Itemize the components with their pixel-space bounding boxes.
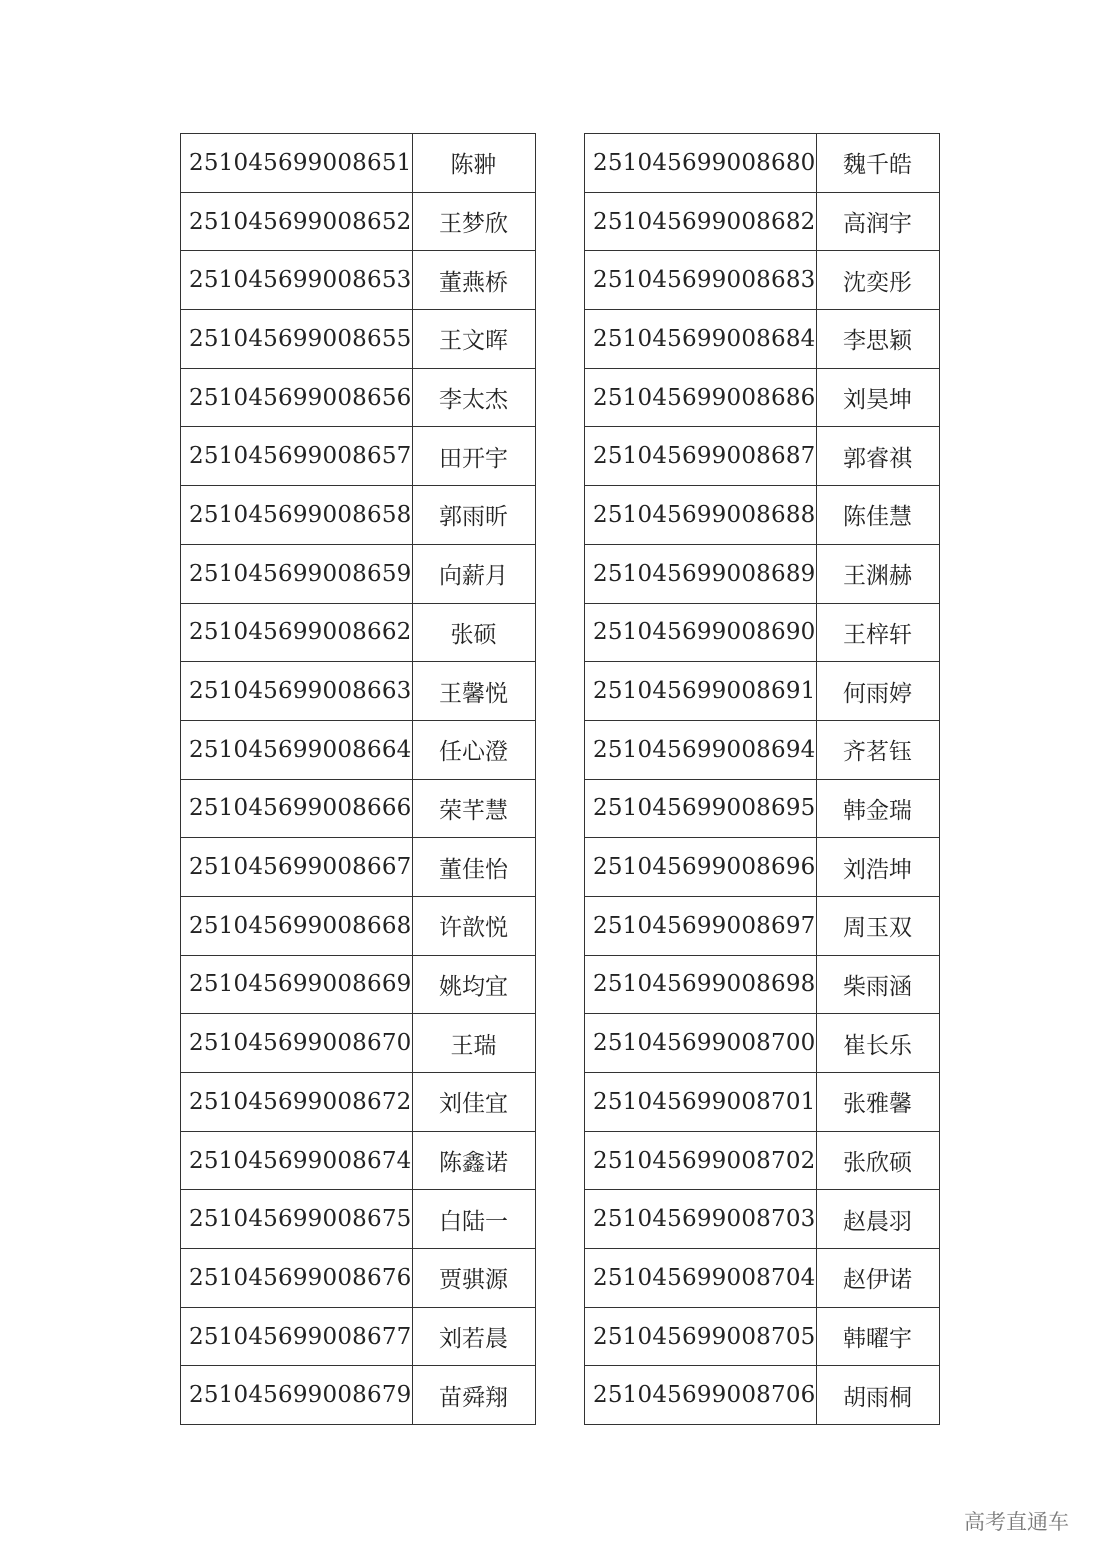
student-name-cell: 陈佳慧 (816, 486, 939, 545)
table-row (181, 192, 536, 251)
student-name-cell: 陈鑫诺 (412, 1131, 535, 1190)
student-name-cell: 王文晖 (412, 310, 535, 369)
student-name-cell: 韩金瑞 (816, 779, 939, 838)
student-id-cell: 251045699008658 (181, 486, 413, 545)
table-row (585, 368, 940, 427)
student-name-cell: 赵晨羽 (816, 1190, 939, 1249)
student-name-cell: 李太杰 (412, 368, 535, 427)
student-name-cell: 郭睿祺 (816, 427, 939, 486)
student-name-cell: 齐茗钰 (816, 720, 939, 779)
table-row (181, 603, 536, 662)
table-row (181, 1073, 536, 1132)
student-name-cell: 刘佳宜 (412, 1073, 535, 1132)
student-name-cell: 张欣硕 (816, 1131, 939, 1190)
student-id-cell: 251045699008669 (181, 955, 413, 1014)
student-id-cell: 251045699008662 (181, 603, 413, 662)
student-id-cell: 251045699008655 (181, 310, 413, 369)
student-name-cell: 董燕桥 (412, 251, 535, 310)
table-row (181, 1307, 536, 1366)
student-name-cell: 刘昊坤 (816, 368, 939, 427)
student-name-cell: 王馨悦 (412, 662, 535, 721)
student-name-cell: 姚均宜 (412, 955, 535, 1014)
table-row (181, 1014, 536, 1073)
table-row (585, 720, 940, 779)
student-id-cell: 251045699008702 (585, 1131, 817, 1190)
table-row (181, 955, 536, 1014)
table-row (181, 1131, 536, 1190)
student-id-cell: 251045699008653 (181, 251, 413, 310)
student-id-cell: 251045699008703 (585, 1190, 817, 1249)
student-name-cell: 何雨婷 (816, 662, 939, 721)
student-name-cell: 张硕 (412, 603, 535, 662)
student-name-cell: 柴雨涵 (816, 955, 939, 1014)
student-id-cell: 251045699008691 (585, 662, 817, 721)
student-id-cell: 251045699008664 (181, 720, 413, 779)
table-row (585, 896, 940, 955)
table-row (181, 544, 536, 603)
table-row (181, 1190, 536, 1249)
student-id-cell: 251045699008698 (585, 955, 817, 1014)
student-name-cell: 王渊赫 (816, 544, 939, 603)
watermark: 高考直通车 (964, 1510, 1069, 1534)
table-row (585, 544, 940, 603)
student-id-cell: 251045699008690 (585, 603, 817, 662)
table-row (585, 603, 940, 662)
table-row (181, 251, 536, 310)
student-name-cell: 胡雨桐 (816, 1366, 939, 1425)
student-name-cell: 李思颖 (816, 310, 939, 369)
table-row (585, 955, 940, 1014)
student-name-cell: 崔长乐 (816, 1014, 939, 1073)
table-row (181, 310, 536, 369)
table-row (585, 662, 940, 721)
student-table-right (584, 133, 940, 1425)
student-id-cell: 251045699008667 (181, 838, 413, 897)
table-row (181, 662, 536, 721)
student-id-cell: 251045699008677 (181, 1307, 413, 1366)
student-name-cell: 荣芊慧 (412, 779, 535, 838)
table-row (585, 251, 940, 310)
student-name-cell: 任心澄 (412, 720, 535, 779)
table-row (181, 368, 536, 427)
student-name-cell: 周玉双 (816, 896, 939, 955)
table-row (585, 486, 940, 545)
student-id-cell: 251045699008680 (585, 134, 817, 193)
student-name-cell: 沈奕彤 (816, 251, 939, 310)
student-id-cell: 251045699008652 (181, 192, 413, 251)
table-row (181, 486, 536, 545)
table-row (585, 1366, 940, 1425)
student-name-cell: 陈翀 (412, 134, 535, 193)
student-id-cell: 251045699008674 (181, 1131, 413, 1190)
student-id-cell: 251045699008670 (181, 1014, 413, 1073)
student-id-cell: 251045699008682 (585, 192, 817, 251)
student-name-cell: 向薪月 (412, 544, 535, 603)
student-id-cell: 251045699008704 (585, 1249, 817, 1308)
table-row (585, 427, 940, 486)
table-row (585, 1073, 940, 1132)
student-id-cell: 251045699008663 (181, 662, 413, 721)
table-row (585, 310, 940, 369)
student-id-cell: 251045699008689 (585, 544, 817, 603)
student-id-cell: 251045699008668 (181, 896, 413, 955)
student-name-cell: 许歆悦 (412, 896, 535, 955)
student-id-cell: 251045699008676 (181, 1249, 413, 1308)
student-id-cell: 251045699008684 (585, 310, 817, 369)
student-name-cell: 贾骐源 (412, 1249, 535, 1308)
student-name-cell: 高润宇 (816, 192, 939, 251)
student-id-cell: 251045699008666 (181, 779, 413, 838)
student-name-cell: 王梦欣 (412, 192, 535, 251)
student-id-cell: 251045699008695 (585, 779, 817, 838)
table-row (585, 1131, 940, 1190)
table-row (585, 1190, 940, 1249)
student-name-cell: 田开宇 (412, 427, 535, 486)
student-id-cell: 251045699008679 (181, 1366, 413, 1425)
student-name-cell: 王梓轩 (816, 603, 939, 662)
table-row (181, 427, 536, 486)
student-id-cell: 251045699008686 (585, 368, 817, 427)
student-name-cell: 白陆一 (412, 1190, 535, 1249)
student-name-cell: 董佳怡 (412, 838, 535, 897)
table-row (585, 1249, 940, 1308)
student-id-cell: 251045699008694 (585, 720, 817, 779)
student-id-cell: 251045699008696 (585, 838, 817, 897)
table-row (585, 134, 940, 193)
student-name-cell: 苗舜翔 (412, 1366, 535, 1425)
student-id-cell: 251045699008687 (585, 427, 817, 486)
student-name-cell: 郭雨昕 (412, 486, 535, 545)
student-id-cell: 251045699008672 (181, 1073, 413, 1132)
student-id-cell: 251045699008659 (181, 544, 413, 603)
student-name-cell: 张雅馨 (816, 1073, 939, 1132)
table-row (181, 720, 536, 779)
table-row (181, 838, 536, 897)
student-name-cell: 刘浩坤 (816, 838, 939, 897)
student-name-cell: 魏千皓 (816, 134, 939, 193)
table-row (585, 779, 940, 838)
student-id-cell: 251045699008697 (585, 896, 817, 955)
table-row (181, 779, 536, 838)
table-row (181, 896, 536, 955)
student-name-cell: 刘若晨 (412, 1307, 535, 1366)
table-row (181, 1366, 536, 1425)
student-id-cell: 251045699008700 (585, 1014, 817, 1073)
table-row (585, 1014, 940, 1073)
table-row (585, 192, 940, 251)
student-id-cell: 251045699008688 (585, 486, 817, 545)
student-table-left (180, 133, 536, 1425)
student-name-cell: 赵伊诺 (816, 1249, 939, 1308)
table-row (181, 134, 536, 193)
student-id-cell: 251045699008701 (585, 1073, 817, 1132)
table-row (181, 1249, 536, 1308)
student-id-cell: 251045699008675 (181, 1190, 413, 1249)
student-id-cell: 251045699008656 (181, 368, 413, 427)
student-name-cell: 王瑞 (412, 1014, 535, 1073)
student-id-cell: 251045699008706 (585, 1366, 817, 1425)
table-row (585, 838, 940, 897)
student-id-cell: 251045699008657 (181, 427, 413, 486)
student-id-cell: 251045699008651 (181, 134, 413, 193)
student-id-cell: 251045699008683 (585, 251, 817, 310)
student-name-cell: 韩曜宇 (816, 1307, 939, 1366)
table-row (585, 1307, 940, 1366)
student-id-cell: 251045699008705 (585, 1307, 817, 1366)
